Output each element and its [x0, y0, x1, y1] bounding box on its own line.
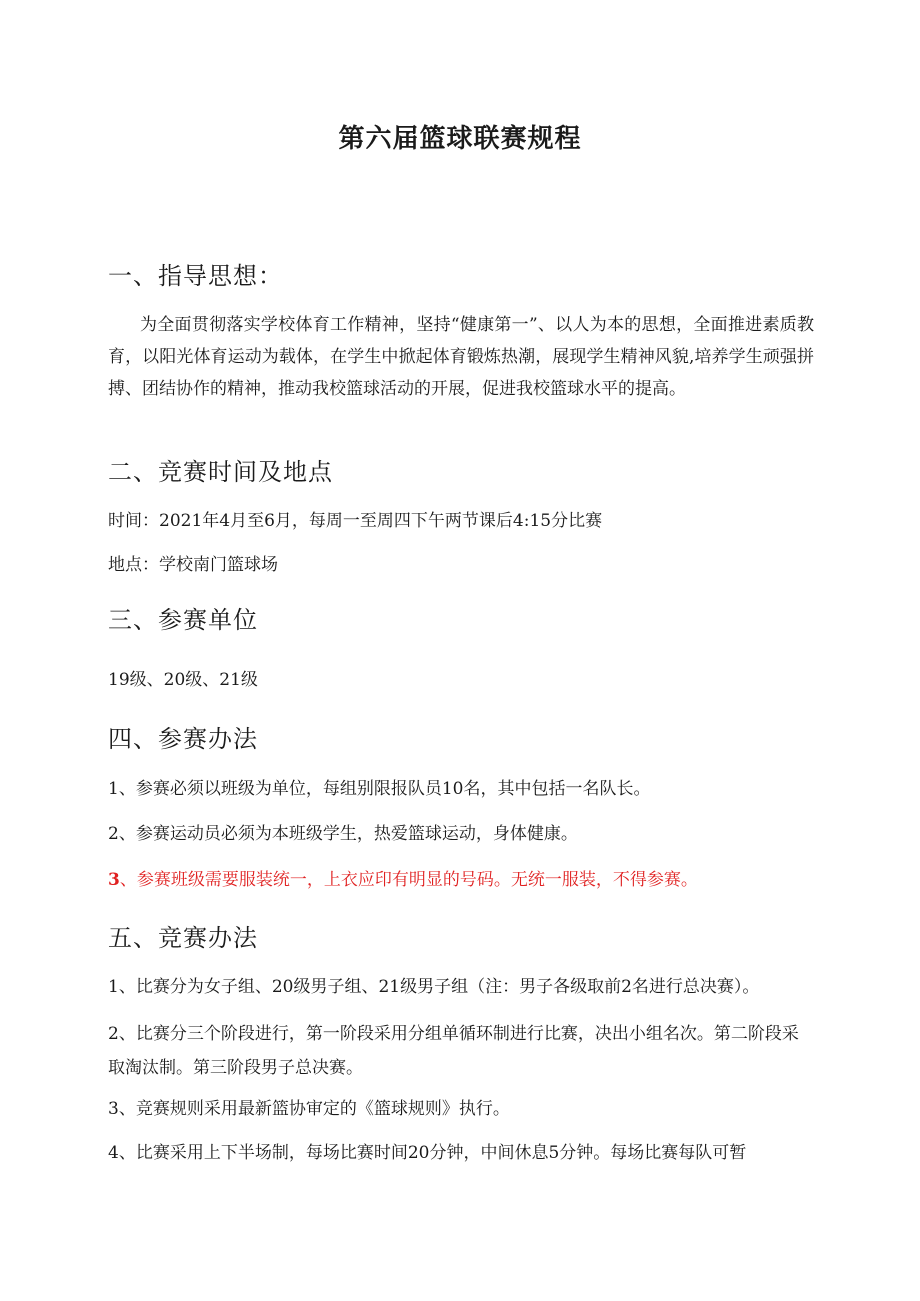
- section-heading-entry-rules: 四、参赛办法: [108, 725, 258, 753]
- entry-rule-2: 2、参赛运动员必须为本班级学生，热爱篮球运动，身体健康。: [108, 824, 578, 844]
- section-heading-competition-rules: 五、竞赛办法: [108, 924, 258, 952]
- competition-rule-4: 4、比赛采用上下半场制，每场比赛时间20分钟，中间休息5分钟。每场比赛每队可暂: [108, 1143, 747, 1163]
- section-heading-guiding-ideology: 一、指导思想：: [108, 262, 283, 290]
- entry-rule-3-number: 3: [108, 870, 120, 890]
- competition-rule-2: 2、比赛分三个阶段进行，第一阶段采用分组单循环制进行比赛，决出小组名次。第二阶段采取淘汰制。第三阶段男子总决赛。: [108, 1024, 799, 1078]
- time-line: 时间：2021年4月至6月，每周一至周四下午两节课后4:15分比赛: [108, 511, 603, 531]
- entry-rule-3-text: 、参赛班级需要服装统一，上衣应印有明显的号码。无统一服装，不得参赛。: [119, 870, 698, 890]
- place-line: 地点：学校南门篮球场: [108, 555, 278, 575]
- section-paragraph-guiding-ideology: 为全面贯彻落实学校体育工作精神，坚持“健康第一”、以人为本的思想，全面推进素质教育，以阳光体育运动为载体，在学生中掀起体育锻炼热潮，展现学生精神风貌,培养学生顽强拼搏、团结协作的精神，推动我校篮球活动的开展，促进我校篮球水平的提高。: [108, 315, 814, 399]
- section-heading-time-place: 二、竞赛时间及地点: [108, 458, 333, 486]
- competition-rule-3: 3、竞赛规则采用最新篮协审定的《篮球规则》执行。: [108, 1099, 510, 1119]
- competition-rule-1: 1、比赛分为女子组、20级男子组、21级男子组（注：男子各级取前2名进行总决赛）。: [108, 977, 760, 997]
- entry-rule-1: 1、参赛必须以班级为单位，每组别限报队员10名，其中包括一名队长。: [108, 779, 651, 799]
- section-heading-participants: 三、参赛单位: [108, 606, 258, 634]
- entry-rule-3-highlight: [108, 866, 814, 894]
- participants-line: 19级、20级、21级: [108, 670, 258, 690]
- document-title: 第六届篮球联赛规程: [338, 124, 582, 154]
